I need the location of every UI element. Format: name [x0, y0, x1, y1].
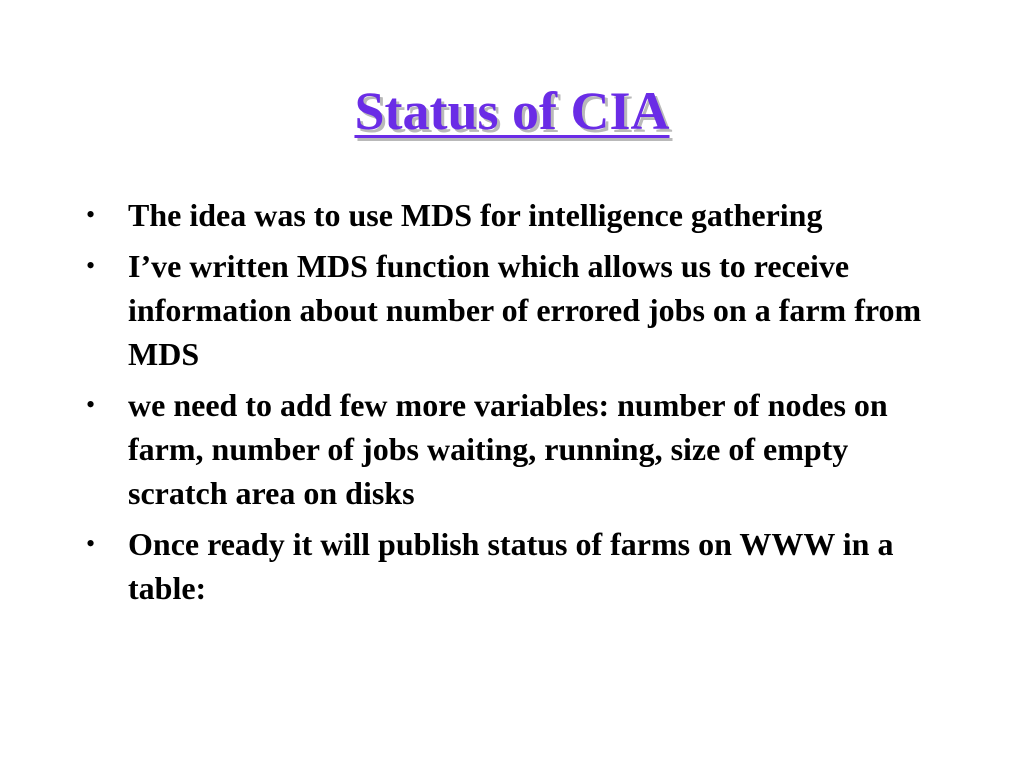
bullet-text: The idea was to use MDS for intelligence gathering [128, 197, 823, 233]
slide-title-text: Status of CIA [354, 81, 670, 141]
bullet-icon: • [86, 200, 96, 229]
bullet-item [82, 193, 942, 237]
bullet-icon: • [86, 390, 96, 419]
slide-title [0, 80, 1024, 142]
bullet-item [82, 522, 942, 610]
bullet-item [82, 244, 942, 376]
bullet-item [82, 383, 942, 515]
bullet-icon: • [86, 251, 96, 280]
bullet-text: Once ready it will publish status of farms on WWW in a table: [128, 526, 894, 606]
bullet-icon: • [86, 529, 96, 558]
bullet-text: I’ve written MDS function which allows us to receive information about number of errored jobs on a farm from MDS [128, 248, 922, 372]
bullet-list [82, 193, 942, 617]
bullet-text: we need to add few more variables: number of nodes on farm, number of jobs waiting, running, size of empty scratch area on disks [128, 387, 888, 511]
